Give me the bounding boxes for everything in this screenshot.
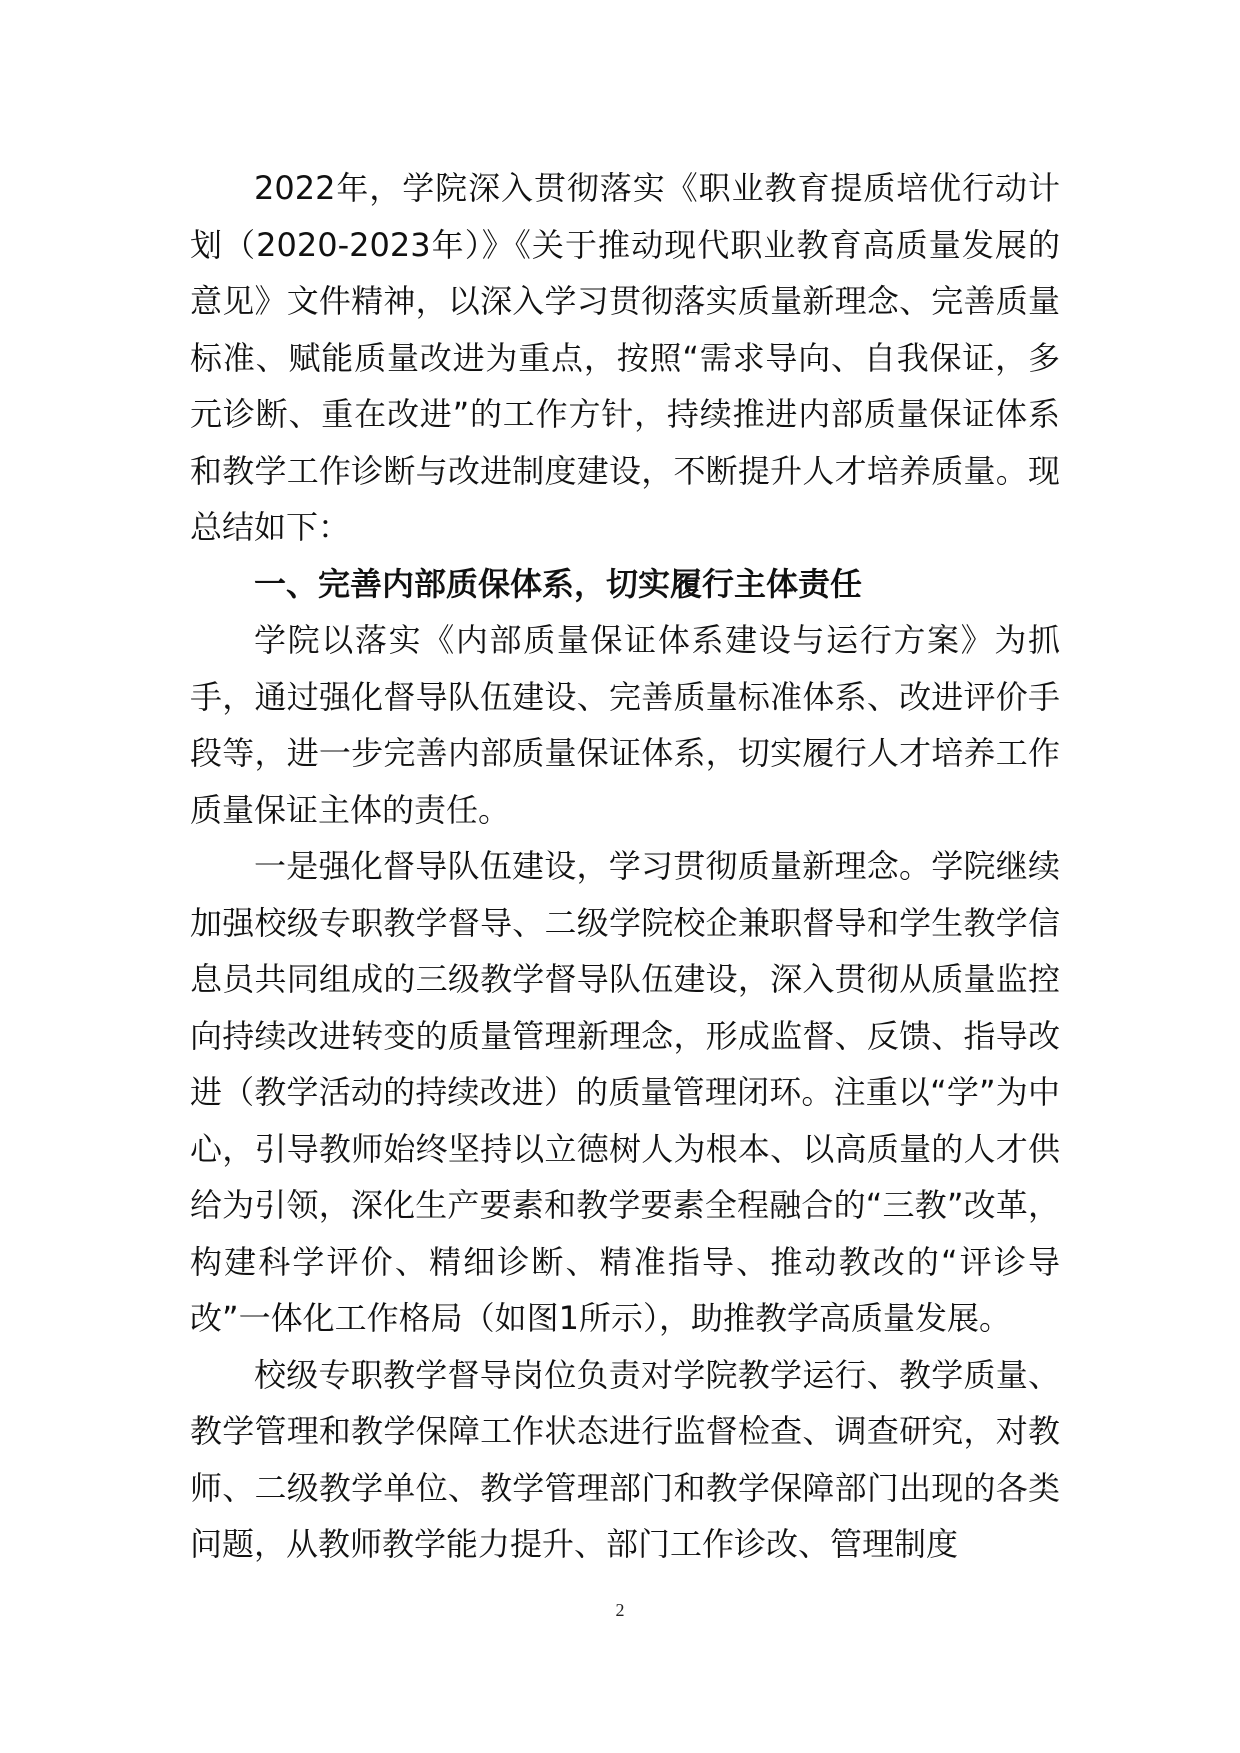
body-paragraph: 一是强化督导队伍建设，学习贯彻质量新理念。学院继续加强校级专职教学督导、二级学院校企兼职督导和学生教学信息员共同组成的三级教学督导队伍建设，深入贯彻从质量监控向持续改进转变的质量管理新理念，形成监督、反馈、指导改进（教学活动的持续改进）的质量管理闭环。注重以“学”为中心，引导教师始终坚持以立德树人为根本、以高质量的人才供给为引领，深化生产要素和教学要素全程融合的“三教”改革，构建科学评价、精细诊断、精准指导、推动教改的“评诊导改”一体化工作格局（如图1所示），助推教学高质量发展。 bbox=[190, 847, 1060, 1337]
section-heading: 一、完善内部质保体系，切实履行主体责任 bbox=[254, 564, 863, 603]
body-paragraph: 校级专职教学督导岗位负责对学院教学运行、教学质量、教学管理和教学保障工作状态进行监督检查、调查研究，对教师、二级教学单位、教学管理部门和教学保障部门出现的各类问题，从教师教学能力提升、部门工作诊改、管理制度 bbox=[190, 1355, 1060, 1563]
page-number: 2 bbox=[615, 1600, 625, 1620]
body-paragraph: 学院以落实《内部质量保证体系建设与运行方案》为抓手，通过强化督导队伍建设、完善质量标准体系、改进评价手段等，进一步完善内部质量保证体系，切实履行人才培养工作质量保证主体的责任。 bbox=[190, 621, 1060, 829]
intro-paragraph: 2022年，学院深入贯彻落实《职业教育提质培优行动计划（2020-2023年）》《关于推动现代职业教育高质量发展的意见》文件精神，以深入学习贯彻落实质量新理念、完善质量标准、赋能质量改进为重点，按照“需求导向、自我保证，多元诊断、重在改进”的工作方针，持续推进内部质量保证体系和教学工作诊断与改进制度建设，不断提升人才培养质量。现总结如下： bbox=[190, 169, 1060, 546]
document-body bbox=[190, 160, 1060, 1573]
